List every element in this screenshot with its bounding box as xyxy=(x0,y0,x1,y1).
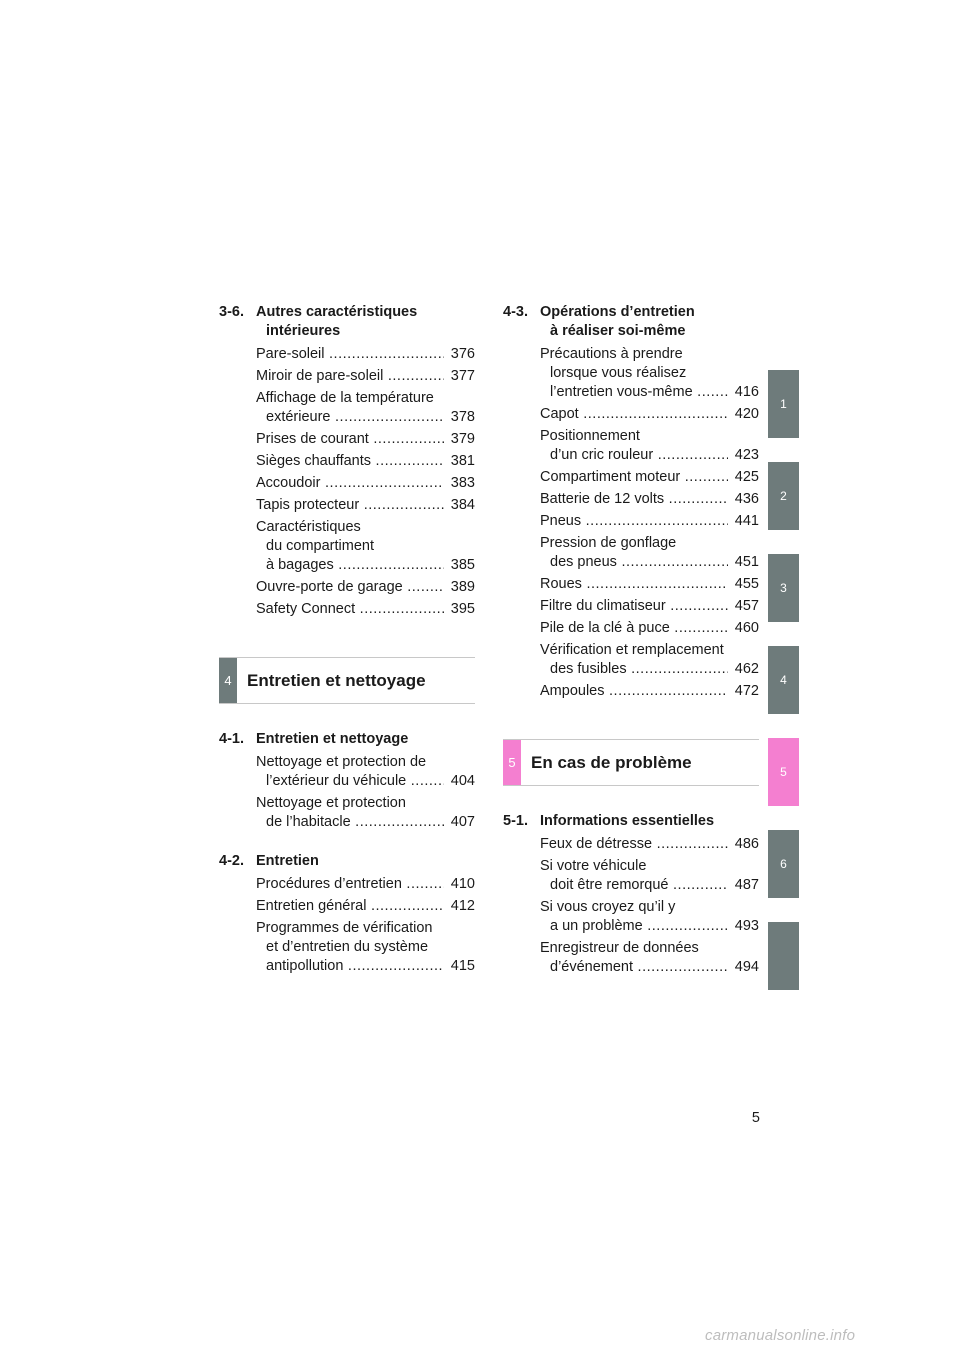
entry-line: Si vous croyez qu’il y xyxy=(540,899,676,915)
entry-page-number: 379 xyxy=(450,431,475,447)
toc-section xyxy=(219,730,475,832)
entry-page-number: 457 xyxy=(734,598,759,614)
toc-entry[interactable] xyxy=(219,897,475,916)
chapter-header-4 xyxy=(219,657,475,704)
toc-entry[interactable] xyxy=(503,575,759,594)
toc-entry[interactable] xyxy=(219,474,475,493)
entry-line: Pneus ..... xyxy=(540,512,728,531)
section-title-line: Entretien xyxy=(256,853,319,869)
entry-line: Positionnement xyxy=(540,428,640,444)
chapter-number-box: 5 xyxy=(503,740,521,785)
toc-section xyxy=(219,852,475,976)
entry-text xyxy=(540,534,728,572)
section-title-line: Informations essentielles xyxy=(540,813,715,829)
entry-line: Sièges chauffants ..... xyxy=(256,452,444,471)
chapter-title: En cas de problème xyxy=(531,752,692,772)
side-tab-1[interactable]: 1 xyxy=(768,370,799,438)
section-title xyxy=(540,303,759,341)
section-title xyxy=(256,303,475,341)
toc-entry[interactable] xyxy=(219,518,475,575)
entry-text xyxy=(540,575,728,594)
entry-line: doit être remorqué ..... xyxy=(540,876,728,895)
section-title xyxy=(256,852,475,871)
section-number: 5-1. xyxy=(503,813,528,829)
toc-entry[interactable] xyxy=(219,430,475,449)
entry-page-number: 472 xyxy=(734,683,759,699)
entry-line: extérieure ..... xyxy=(256,408,444,427)
entry-line: Nettoyage et protection xyxy=(256,795,406,811)
entry-page-number: 436 xyxy=(734,491,759,507)
entry-text xyxy=(256,753,444,791)
entry-page-number: 493 xyxy=(734,918,759,934)
entry-text xyxy=(540,345,728,402)
entry-line: du compartiment xyxy=(266,538,374,554)
toc-entry[interactable] xyxy=(219,875,475,894)
entry-text xyxy=(256,452,444,471)
entry-page-number: 420 xyxy=(734,406,759,422)
section-heading xyxy=(503,812,759,831)
section-number: 4-2. xyxy=(219,853,244,869)
entry-line: Capot ..... xyxy=(540,405,728,424)
entry-text xyxy=(540,857,728,895)
entry-text xyxy=(256,897,444,916)
entry-page-number: 377 xyxy=(450,368,475,384)
section-number: 3-6. xyxy=(219,304,244,320)
entry-text xyxy=(540,490,728,509)
chapter-side-tabs xyxy=(768,370,799,1014)
entry-line: d’un cric rouleur ..... xyxy=(540,446,728,465)
side-tab-6[interactable]: 6 xyxy=(768,830,799,898)
entry-page-number: 381 xyxy=(450,453,475,469)
entry-page-number: 376 xyxy=(450,346,475,362)
entry-page-number: 395 xyxy=(450,601,475,617)
toc-entry[interactable] xyxy=(503,857,759,895)
entry-page-number: 462 xyxy=(734,661,759,677)
right-sections-top xyxy=(503,303,759,701)
left-sections-top xyxy=(219,303,475,619)
section-number: 4-1. xyxy=(219,731,244,747)
entry-line: Affichage de la température xyxy=(256,390,434,406)
side-tab-4[interactable]: 4 xyxy=(768,646,799,714)
entry-page-number: 441 xyxy=(734,513,759,529)
left-sections-bottom xyxy=(219,730,475,976)
toc-section xyxy=(503,812,759,977)
entry-line: Entretien général ..... xyxy=(256,897,444,916)
entry-page-number: 412 xyxy=(450,898,475,914)
entry-text xyxy=(256,496,444,515)
toc-entry[interactable] xyxy=(503,939,759,977)
entry-page-number: 389 xyxy=(450,579,475,595)
entry-text xyxy=(540,405,728,424)
toc-entry[interactable] xyxy=(503,468,759,487)
toc-entry[interactable] xyxy=(503,405,759,424)
entry-line: Programmes de vérification xyxy=(256,920,433,936)
entry-text xyxy=(256,875,444,894)
entry-text xyxy=(256,345,444,364)
entry-line: Batterie de 12 volts ..... xyxy=(540,490,728,509)
toc-entry[interactable] xyxy=(219,389,475,427)
entry-line: Enregistreur de données xyxy=(540,940,699,956)
section-title-line: Opérations d’entretien xyxy=(540,304,695,320)
toc-entry[interactable] xyxy=(503,534,759,572)
entry-line: antipollution ..... xyxy=(256,957,444,976)
toc-entry[interactable] xyxy=(503,427,759,465)
toc-section xyxy=(219,303,475,619)
entry-page-number: 460 xyxy=(734,620,759,636)
toc-entry[interactable] xyxy=(219,600,475,619)
entry-line: à bagages ..... xyxy=(256,556,444,575)
entry-page-number: 385 xyxy=(450,557,475,573)
entry-page-number: 415 xyxy=(450,958,475,974)
entry-page-number: 383 xyxy=(450,475,475,491)
section-number: 4-3. xyxy=(503,304,528,320)
entry-line: l’extérieur du véhicule ..... xyxy=(256,772,444,791)
entry-line: Nettoyage et protection de xyxy=(256,754,427,770)
entry-text xyxy=(256,518,444,575)
toc-entry[interactable] xyxy=(503,597,759,616)
entry-line: Ampoules ..... xyxy=(540,682,728,701)
entry-line: Vérification et remplacement xyxy=(540,642,724,658)
entry-line: Miroir de pare-soleil ..... xyxy=(256,367,444,386)
entry-text xyxy=(256,919,444,976)
entry-line: Pression de gonflage xyxy=(540,535,677,551)
entry-line: Safety Connect ..... xyxy=(256,600,444,619)
page-number: 5 xyxy=(751,1110,760,1126)
entry-text xyxy=(540,427,728,465)
toc-entry[interactable] xyxy=(503,641,759,679)
section-title-line: Entretien et nettoyage xyxy=(256,731,409,747)
entry-page-number: 425 xyxy=(734,469,759,485)
entry-line: des pneus ..... xyxy=(540,553,728,572)
section-heading xyxy=(219,303,475,341)
entry-text xyxy=(540,619,728,638)
entry-line: Tapis protecteur ..... xyxy=(256,496,444,515)
section-title-line: Autres caractéristiques xyxy=(256,304,418,320)
entry-text xyxy=(256,367,444,386)
entry-line: Filtre du climatiseur ..... xyxy=(540,597,728,616)
toc-entry[interactable] xyxy=(503,512,759,531)
section-heading xyxy=(219,730,475,749)
toc-left-column xyxy=(219,303,475,996)
toc-right-column xyxy=(503,303,759,997)
entry-text xyxy=(540,682,728,701)
entry-page-number: 423 xyxy=(734,447,759,463)
entry-page-number: 410 xyxy=(450,876,475,892)
entry-page-number: 487 xyxy=(734,877,759,893)
entry-line: Pile de la clé à puce ..... xyxy=(540,619,728,638)
entry-page-number: 451 xyxy=(734,554,759,570)
toc-entry[interactable] xyxy=(219,496,475,515)
toc-entry[interactable] xyxy=(503,835,759,854)
toc-entry[interactable] xyxy=(503,345,759,402)
entry-line: des fusibles ..... xyxy=(540,660,728,679)
entry-line: Pare-soleil ..... xyxy=(256,345,444,364)
entry-line: Caractéristiques xyxy=(256,519,361,535)
section-heading xyxy=(503,303,759,341)
entry-line: Feux de détresse ..... xyxy=(540,835,728,854)
entry-page-number: 407 xyxy=(450,814,475,830)
entry-page-number: 378 xyxy=(450,409,475,425)
entry-line: d’événement ..... xyxy=(540,958,728,977)
toc-entry[interactable] xyxy=(503,619,759,638)
toc-entry[interactable] xyxy=(219,578,475,597)
section-title xyxy=(256,730,475,749)
entry-text xyxy=(256,578,444,597)
entry-page-number: 416 xyxy=(734,384,759,400)
entry-text xyxy=(540,597,728,616)
chapter-title: Entretien et nettoyage xyxy=(247,670,426,690)
section-title-line: intérieures xyxy=(266,323,341,339)
entry-page-number: 494 xyxy=(734,959,759,975)
entry-line: Procédures d’entretien ..... xyxy=(256,875,444,894)
entry-text xyxy=(540,512,728,531)
entry-text xyxy=(256,794,444,832)
toc-section xyxy=(503,303,759,701)
watermark: carmanualsonline.info xyxy=(705,1327,856,1344)
entry-text xyxy=(540,898,728,936)
entry-line: de l’habitacle ..... xyxy=(256,813,444,832)
entry-page-number: 384 xyxy=(450,497,475,513)
side-tab-blank[interactable] xyxy=(768,922,799,990)
chapter-number-box: 4 xyxy=(219,658,237,703)
entry-text xyxy=(540,641,728,679)
entry-line: Compartiment moteur ..... xyxy=(540,468,728,487)
entry-line: Précautions à prendre xyxy=(540,346,683,362)
chapter-header-5 xyxy=(503,739,759,786)
entry-text xyxy=(256,430,444,449)
section-title-line: à réaliser soi-même xyxy=(550,323,686,339)
entry-page-number: 404 xyxy=(450,773,475,789)
entry-line: l’entretien vous-même ..... xyxy=(540,383,728,402)
section-title xyxy=(540,812,759,831)
side-tab-2[interactable]: 2 xyxy=(768,462,799,530)
side-tab-3[interactable]: 3 xyxy=(768,554,799,622)
entry-text xyxy=(540,939,728,977)
entry-line: Accoudoir ..... xyxy=(256,474,444,493)
toc-entry[interactable] xyxy=(503,682,759,701)
toc-entry[interactable] xyxy=(219,794,475,832)
entry-line: Prises de courant ..... xyxy=(256,430,444,449)
toc-entry[interactable] xyxy=(503,490,759,509)
side-tab-5[interactable]: 5 xyxy=(768,738,799,806)
entry-text xyxy=(256,389,444,427)
entry-line: Ouvre-porte de garage ..... xyxy=(256,578,444,597)
toc-entry[interactable] xyxy=(219,367,475,386)
entry-page-number: 455 xyxy=(734,576,759,592)
toc-entry[interactable] xyxy=(219,452,475,471)
toc-entry[interactable] xyxy=(219,753,475,791)
entry-line: Si votre véhicule xyxy=(540,858,647,874)
entry-text xyxy=(540,468,728,487)
entry-text xyxy=(540,835,728,854)
toc-entry[interactable] xyxy=(219,345,475,364)
right-sections-bottom xyxy=(503,812,759,977)
entry-line: et d’entretien du système xyxy=(266,939,429,955)
entry-text xyxy=(256,600,444,619)
entry-text xyxy=(256,474,444,493)
toc-entry[interactable] xyxy=(503,898,759,936)
entry-line: a un problème ..... xyxy=(540,917,728,936)
toc-entry[interactable] xyxy=(219,919,475,976)
entry-line: Roues ..... xyxy=(540,575,728,594)
entry-line: lorsque vous réalisez xyxy=(550,365,687,381)
section-heading xyxy=(219,852,475,871)
entry-page-number: 486 xyxy=(734,836,759,852)
